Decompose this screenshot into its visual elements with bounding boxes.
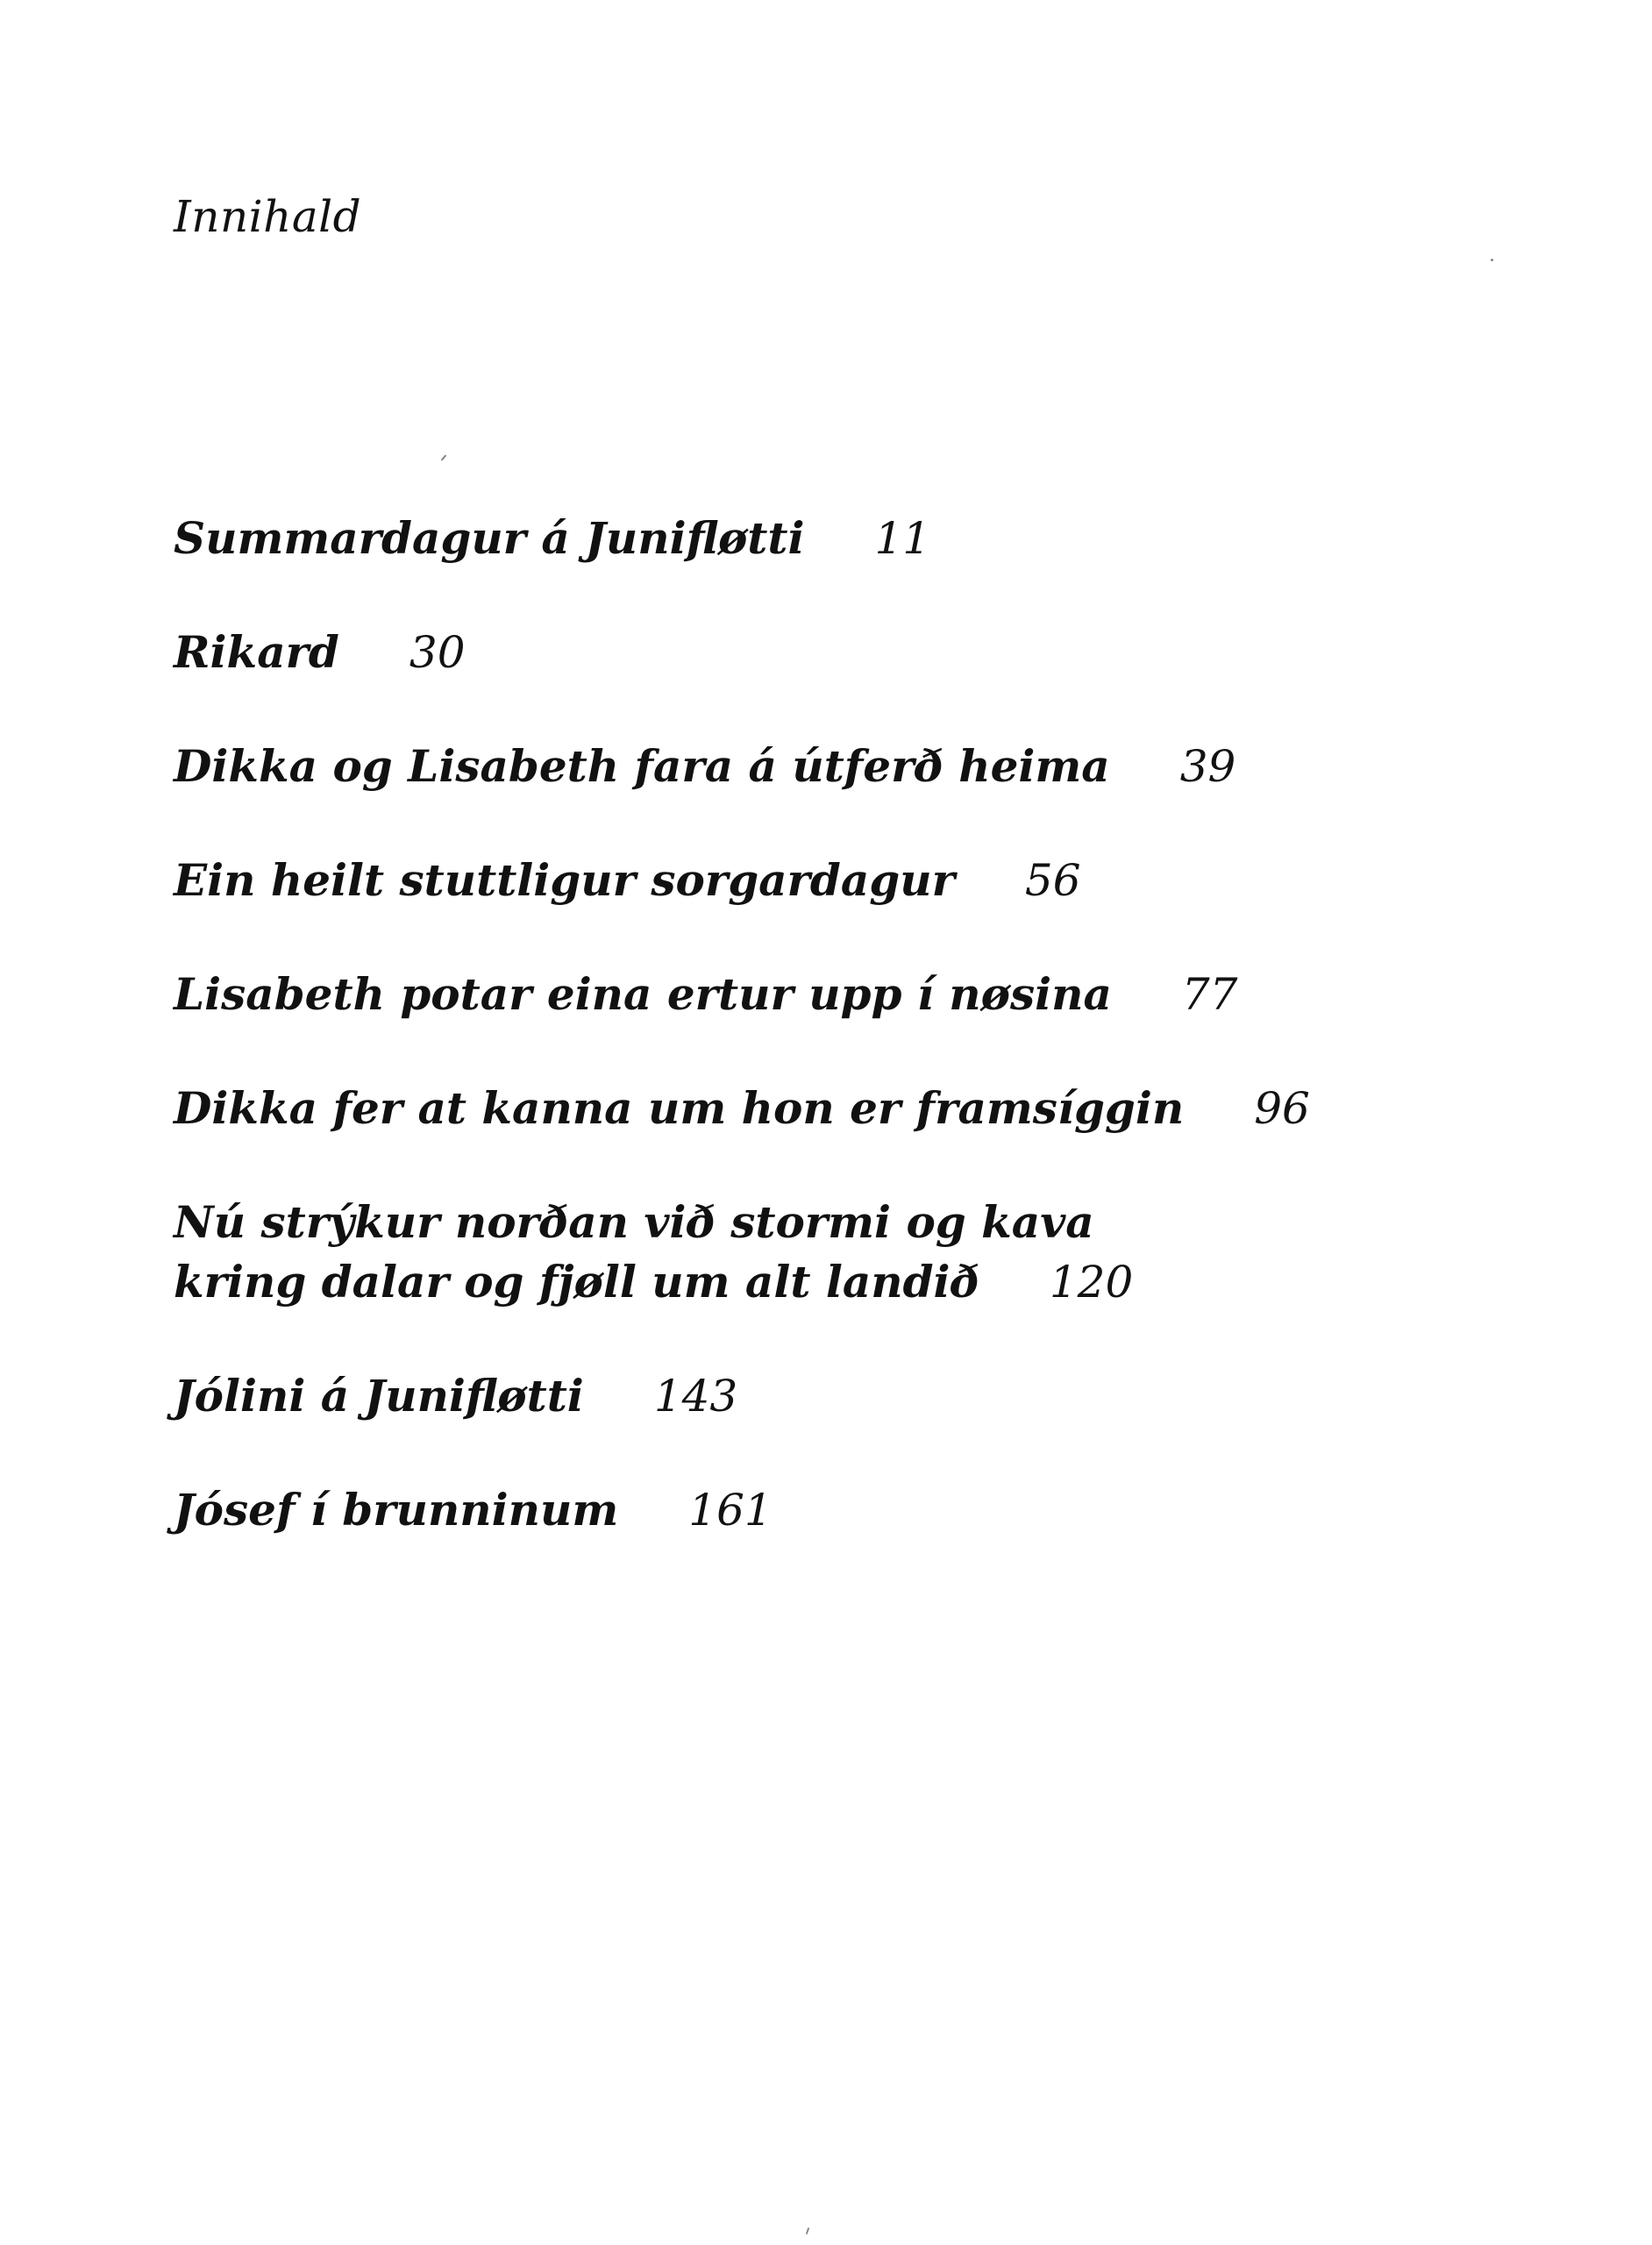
toc-entry-title: Jólini á Junifløtti	[174, 1370, 584, 1422]
toc-entry-page: 161	[688, 1485, 773, 1536]
toc-entry-page: 96	[1254, 1083, 1310, 1134]
toc-entry-page: 56	[1024, 855, 1081, 906]
toc-entry	[174, 509, 1489, 568]
toc-entry-page: 120	[1049, 1257, 1134, 1308]
contents-heading: Innihald	[174, 191, 362, 242]
toc-entry	[174, 737, 1489, 796]
toc-entry	[174, 1366, 1489, 1426]
toc-entry-page: 30	[409, 627, 466, 678]
scan-speck	[1491, 259, 1493, 261]
toc-entry-title-line-1: Nú strýkur norðan við stormi og kava	[174, 1196, 1094, 1248]
toc-entry-title: Dikka og Lisabeth fara á útferð heima	[174, 740, 1110, 792]
toc-entry	[174, 1480, 1489, 1540]
toc-entry	[174, 851, 1489, 910]
toc-entry	[174, 965, 1489, 1024]
toc-entry-page: 39	[1179, 741, 1236, 792]
toc-entry-title: Lisabeth potar eina ertur upp í nøsina	[174, 968, 1112, 1020]
toc-entry-title: Jósef í brunninum	[174, 1484, 619, 1536]
scan-speck	[806, 2227, 810, 2234]
toc-entry	[174, 623, 1489, 682]
toc-entry-title-line-2: kring dalar og fjøll um alt landið	[174, 1256, 979, 1308]
toc-entry-page: 77	[1181, 969, 1238, 1020]
toc-entry-page: 143	[653, 1371, 738, 1422]
toc-entry-page: 11	[874, 513, 931, 564]
toc-entry-title: Rikard	[174, 626, 339, 678]
scan-speck	[441, 454, 447, 460]
toc-entry	[174, 1079, 1489, 1138]
toc-entry-title: Ein heilt stuttligur sorgardagur	[174, 854, 955, 906]
toc-entry-title: Summardagur á Junifløtti	[174, 512, 805, 564]
toc-entry	[174, 1193, 1489, 1312]
table-of-contents	[174, 509, 1489, 1594]
toc-entry-title: Dikka fer at kanna um hon er framsíggin	[174, 1082, 1185, 1134]
